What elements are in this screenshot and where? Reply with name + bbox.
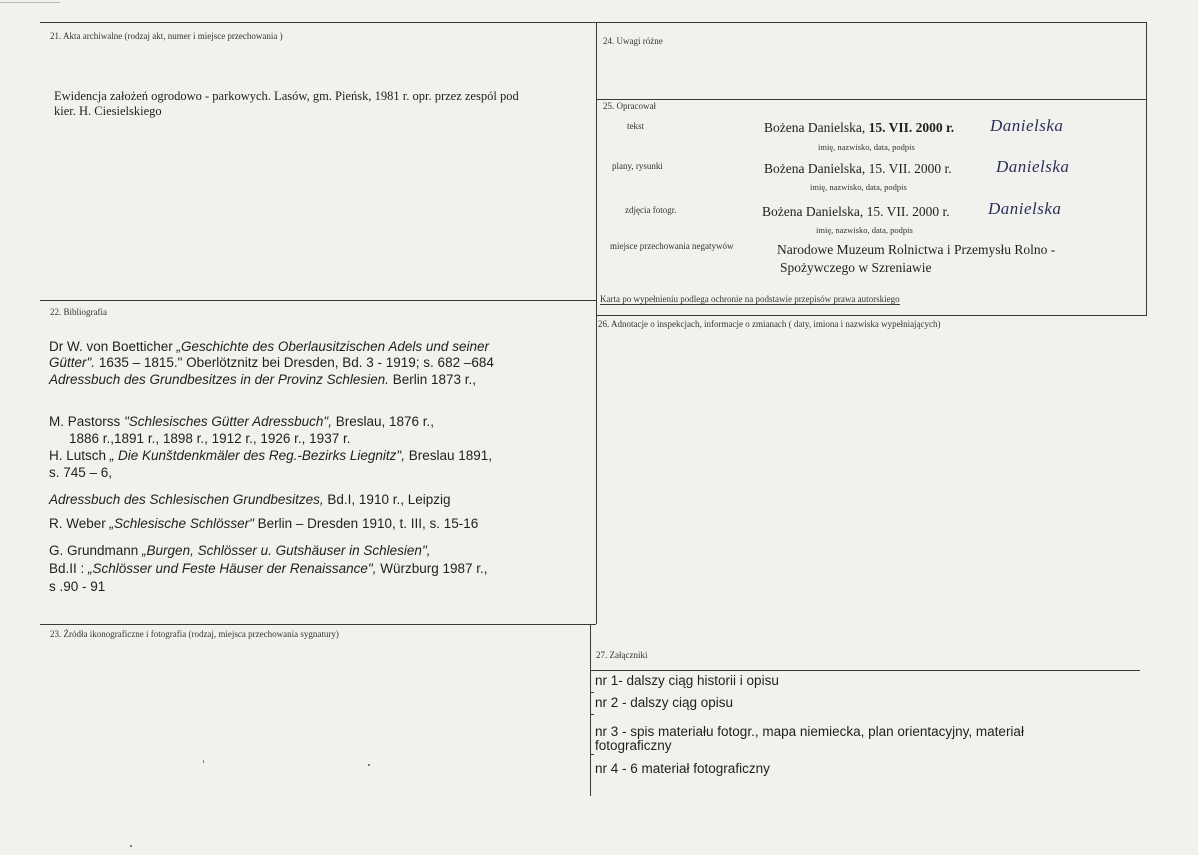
s22-label: 22. Bibliografia (50, 307, 107, 317)
s23-top-line (40, 624, 596, 625)
author-row-plany-person: Bożena Danielska, (764, 161, 869, 176)
s25-label: 25. Opracował (603, 101, 656, 111)
attachment-3: nr 3 - spis materiału fotogr., mapa niemiecka, plan orientacyjny, materiał (595, 724, 1024, 739)
s22-top-line (40, 300, 596, 301)
s25-top-line (596, 99, 1146, 100)
author-row-zdjecia-date: 15. VII. 2000 r. (866, 204, 950, 219)
bib-9-title: „Schlesische Schlösser" (109, 516, 254, 531)
right-border-line (1146, 22, 1147, 316)
negatives-location-line2: Spożywczego w Szreniawie (780, 260, 932, 275)
bib-line-6 (49, 448, 492, 463)
signature-1: Danielska (990, 116, 1064, 135)
attachment-sep-2 (590, 714, 594, 715)
bib-line-5: 1886 r.,1891 r., 1898 r., 1912 r., 1926 r., 1937 r. (69, 431, 351, 446)
center-divider (596, 22, 597, 624)
bib-8-title: Adressbuch des Schlesischen Grundbesitzes, (49, 492, 324, 507)
author-row-plany-name (764, 161, 952, 177)
s21-text-line2: kier. H. Ciesielskiego (54, 104, 162, 118)
scan-mark-2 (203, 760, 204, 763)
s24-label: 24. Uwagi różne (603, 36, 663, 46)
scan-edge-mark (0, 2, 60, 3)
author-row-tekst-hint: imię, nazwisko, data, podpis (818, 142, 915, 152)
bib-8-details: Bd.I, 1910 r., Leipzig (323, 492, 451, 507)
bib-line-2 (49, 355, 494, 370)
s26-top-line (596, 315, 1146, 316)
bib-4-title: "Schlesisches Gütter Adressbuch", (124, 414, 332, 429)
bib-line-1 (49, 339, 489, 354)
bib-line-3 (49, 372, 476, 387)
bib-2-details: 1635 – 1815." Oberlötznitz bei Dresden, Bd. 3 - 1919; s. 682 –684 (95, 355, 494, 370)
bib-4-details: Breslau, 1876 r., (331, 414, 435, 429)
signature-3: Danielska (988, 199, 1062, 218)
attachment-3-cont: fotograficzny (595, 738, 672, 753)
author-row-zdjecia-type: zdjęcia fotogr. (625, 205, 677, 215)
bib-line-7: s. 745 – 6, (49, 465, 113, 480)
s27-label: 27. Załączniki (596, 650, 648, 660)
bib-line-9 (49, 516, 478, 531)
author-row-tekst-date: 15. VII. 2000 r. (868, 120, 955, 135)
bib-11-details: Würzburg 1987 r., (376, 561, 488, 576)
author-row-plany-type: plany, rysunki (612, 161, 663, 171)
bib-line-4 (49, 414, 434, 429)
author-row-tekst-person: Bożena Danielska, (764, 120, 869, 135)
bib-1-title: „Geschichte des Oberlausitzischen Adels und seiner (176, 339, 489, 354)
bib-11-title: „Schlösser und Feste Häuser der Renaissance", (88, 561, 377, 576)
s23-label: 23. Źródła ikonograficzne i fotografia (rodzaj, miejsca przechowania sygnatury) (50, 629, 339, 639)
signature-2: Danielska (996, 157, 1070, 176)
attachment-sep-1 (590, 692, 594, 693)
attachment-1: nr 1- dalszy ciąg historii i opisu (595, 673, 779, 688)
bib-line-8 (49, 492, 451, 507)
author-row-tekst-name (764, 120, 954, 136)
bib-9-details: Berlin – Dresden 1910, t. III, s. 15-16 (253, 516, 479, 531)
top-border-line (40, 22, 1146, 23)
bib-11-volume: Bd.II : (49, 561, 89, 576)
bib-3-title: Adressbuch des Grundbesitzes in der Provinz Schlesien. (49, 372, 389, 387)
author-row-zdjecia-person: Bożena Danielska, (762, 204, 867, 219)
bib-9-author: R. Weber (49, 516, 110, 531)
bib-line-12: s .90 - 91 (49, 579, 106, 594)
bib-2-title-end: Gütter". (49, 355, 96, 370)
bib-3-details: Berlin 1873 r., (388, 372, 476, 387)
bib-4-author: M. Pastorss (49, 414, 125, 429)
bib-10-author: G. Grundmann (49, 543, 143, 558)
negatives-location-line1: Narodowe Muzeum Rolnictwa i Przemysłu Rolno - (777, 242, 1056, 257)
attachment-2: nr 2 - dalszy ciąg opisu (595, 695, 734, 710)
bib-line-11 (49, 561, 488, 576)
author-row-zdjecia-name (762, 204, 950, 220)
attachment-sep-3 (590, 754, 594, 755)
s21-text-line1: Ewidencja założeń ogrodowo - parkowych. Lasów, gm. Pieńsk, 1981 r. opr. przez zespól pod (54, 89, 519, 103)
bib-6-author: H. Lutsch (49, 448, 110, 463)
attachment-4: nr 4 - 6 materiał fotograficzny (595, 761, 770, 776)
bib-1-author: Dr W. von Boetticher (49, 339, 177, 354)
bib-line-10 (49, 543, 430, 558)
bib-6-title: „ Die Kunštdenkmäler des Reg.-Bezirks Liegnitz", (109, 448, 405, 463)
copyright-note: Karta po wypełnieniu podlega ochronie na podstawie przepisów prawa autorskiego (600, 294, 900, 304)
lower-center-divider (590, 624, 591, 796)
s21-label: 21. Akta archiwalne (rodzaj akt, numer i miejsce przechowania ) (50, 31, 283, 41)
bib-6-details: Breslau 1891, (404, 448, 493, 463)
author-row-plany-hint: imię, nazwisko, data, podpis (810, 182, 907, 192)
bib-10-title: „Burgen, Schlösser u. Gutshäuser in Schlesien", (142, 543, 431, 558)
s26-label: 26. Adnotacje o inspekcjach, informacje o zmianach ( daty, imiona i nazwiska wypełniających) (598, 319, 941, 329)
s27-under-line (590, 670, 1140, 671)
author-row-plany-date: 15. VII. 2000 r. (868, 161, 952, 176)
scan-mark-3 (130, 845, 132, 847)
author-row-tekst-type: tekst (627, 121, 644, 131)
scan-mark-1 (368, 764, 370, 766)
author-row-zdjecia-hint: imię, nazwisko, data, podpis (816, 225, 913, 235)
negatives-label: miejsce przechowania negatywów (610, 241, 734, 251)
